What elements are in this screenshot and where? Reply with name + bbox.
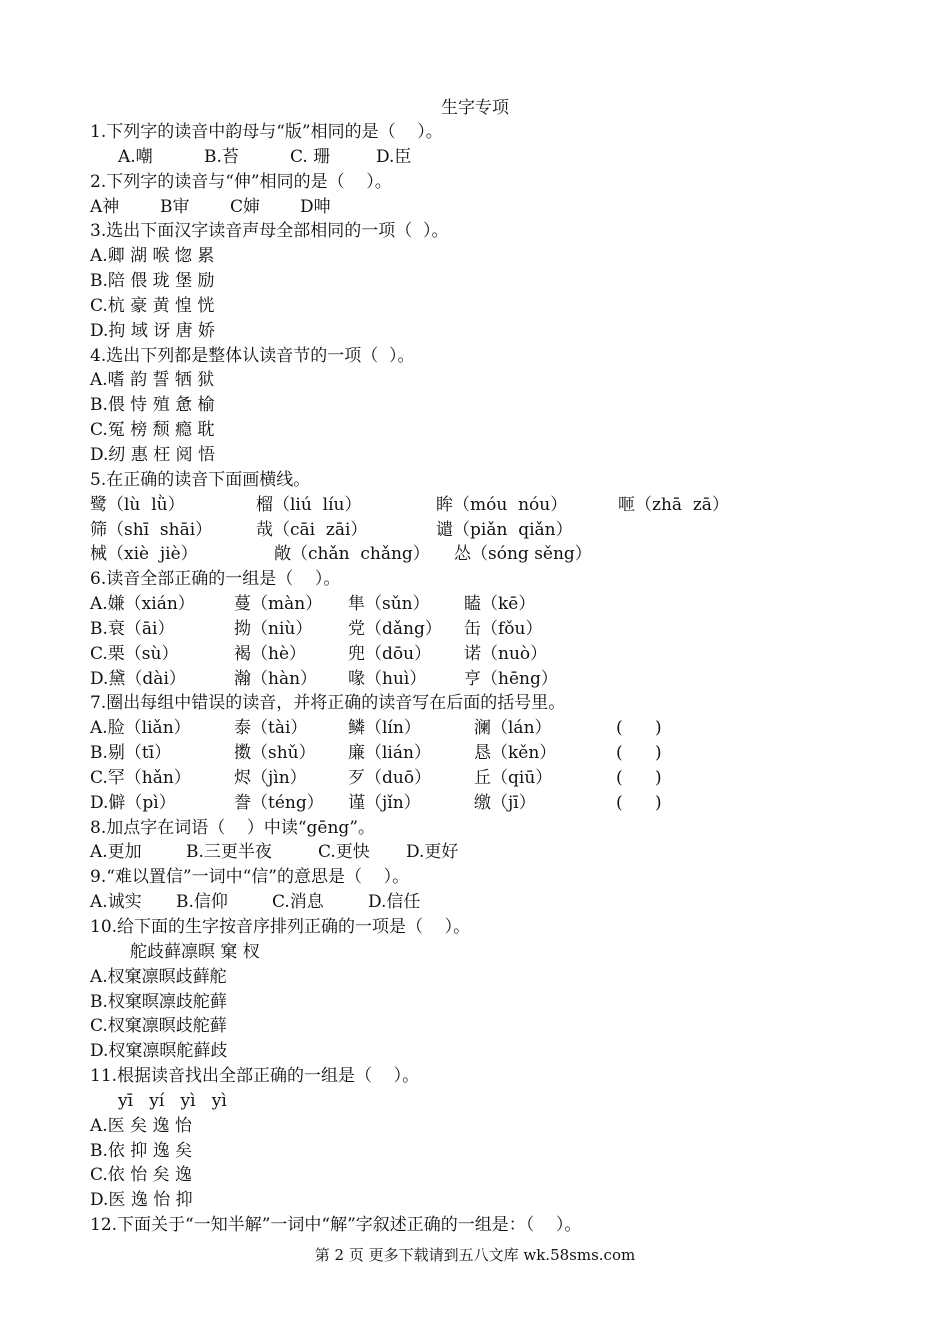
q7-option-row xyxy=(90,791,920,816)
q7-item: B.剔（tī） xyxy=(90,743,172,764)
q7-answer-blank: ( ) xyxy=(616,718,662,739)
q9-option-d: D.信任 xyxy=(368,892,421,913)
q7-item: 缴（jī） xyxy=(474,792,536,813)
q6-option-row xyxy=(90,592,920,617)
q6-item: C.栗（sù） xyxy=(90,643,179,664)
q2-option-d: D呻 xyxy=(300,196,331,217)
q6-item: B.衰（āi） xyxy=(90,618,175,639)
page-title: 生字专项 xyxy=(441,98,509,118)
q3-option-c: C.杭 豪 黄 惶 恍 xyxy=(90,295,215,316)
q1-options xyxy=(90,145,920,170)
q6-item: A.嫌（xián） xyxy=(90,594,195,615)
q6-item: 喙（huì） xyxy=(348,668,427,689)
q11-option-c: C.依 怡 矣 逸 xyxy=(90,1165,193,1186)
q7-item: 恳（kěn） xyxy=(474,743,557,764)
q7-item: C.罕（hǎn） xyxy=(90,767,191,788)
q6-item: 瞌（kē） xyxy=(464,594,536,615)
q10-option-b: B.杈窠暝凛歧舵藓 xyxy=(90,991,227,1012)
q8-option-a: A.更加 xyxy=(90,842,142,863)
q9-option-c: C.消息 xyxy=(272,892,324,913)
q11-option-b: B.依 抑 逸 矣 xyxy=(90,1140,193,1161)
q8-options xyxy=(90,840,920,865)
q6-option-row xyxy=(90,617,920,642)
q6-item: 褐（hè） xyxy=(234,643,307,664)
q6-item: 党（dǎng） xyxy=(348,618,442,639)
q3-option-a: A.卿 湖 喉 惚 累 xyxy=(90,246,215,267)
q6-item: 瀚（hàn） xyxy=(234,668,318,689)
q4-stem: 4.选出下列都是整体认读音节的一项（ ）。 xyxy=(90,345,415,366)
q6-item: 拗（niù） xyxy=(234,618,313,639)
q7-item: 鳞（lín） xyxy=(348,718,421,739)
q7-stem: 7.圈出每组中错误的读音，并将正确的读音写在后面的括号里。 xyxy=(90,693,566,714)
q6-option-row xyxy=(90,667,920,692)
q8-option-c: C.更快 xyxy=(318,842,370,863)
q1-stem: 1.下列字的读音中韵母与“版”相同的是（ ）。 xyxy=(90,122,443,142)
q5-item: 筛（shī shāi） xyxy=(90,519,213,540)
q9-options xyxy=(90,890,920,915)
q7-option-row xyxy=(90,716,920,741)
q5-item: 敞（chǎn chǎng） xyxy=(274,544,430,565)
question-list xyxy=(90,120,920,1238)
q7-item: 誊（téng） xyxy=(234,792,324,813)
q2-stem: 2.下列字的读音与“伸”相同的是（ ）。 xyxy=(90,171,392,192)
q7-answer-blank: ( ) xyxy=(616,767,662,788)
q4-option-d: D.纫 惠 枉 阅 悟 xyxy=(90,444,216,465)
q2-options xyxy=(90,195,920,220)
q7-item: D.僻（pì） xyxy=(90,792,176,813)
q2-option-b: B审 xyxy=(160,196,190,217)
q4-option-a: A.嗜 韵 誓 牺 狱 xyxy=(90,370,215,391)
q1-option-b: B.苔 xyxy=(204,146,239,167)
q2-option-a: A神 xyxy=(90,196,120,217)
q7-item: 歹（duō） xyxy=(348,767,432,788)
q5-item: 怂（sóng sěng） xyxy=(454,544,592,565)
q5-item: 咂（zhā zā） xyxy=(618,494,729,515)
q7-answer-blank: ( ) xyxy=(616,792,662,813)
q7-item: 廉（lián） xyxy=(348,743,431,764)
q6-item: 亨（hēng） xyxy=(464,668,558,689)
q11-stem: 11.根据读音找出全部正确的一组是（ ）。 xyxy=(90,1066,420,1087)
q1-option-a: A.嘲 xyxy=(118,146,153,167)
q6-item: 缶（fǒu） xyxy=(464,618,543,639)
q7-option-row xyxy=(90,766,920,791)
q5-row xyxy=(90,542,920,567)
q6-item: D.黛（dài） xyxy=(90,668,186,689)
q5-item: 榴（liú líu） xyxy=(256,494,362,515)
q7-item: 丘（qiū） xyxy=(474,767,553,788)
q11-option-a: A.医 矣 逸 怡 xyxy=(90,1115,192,1136)
q5-item: 鹭（lù lǜ） xyxy=(90,494,185,515)
q6-item: 蔓（màn） xyxy=(234,594,323,615)
q6-option-row xyxy=(90,642,920,667)
q9-option-b: B.信仰 xyxy=(176,892,228,913)
q1-option-d: D.臣 xyxy=(376,146,412,167)
q5-row xyxy=(90,493,920,518)
q6-item: 兜（dōu） xyxy=(348,643,432,664)
q7-answer-blank: ( ) xyxy=(616,743,662,764)
q6-item: 诺（nuò） xyxy=(464,643,548,664)
q3-stem: 3.选出下面汉字读音声母全部相同的一项（ ）。 xyxy=(90,221,449,242)
q3-option-d: D.拘 域 讶 唐 娇 xyxy=(90,320,216,341)
q2-option-c: C婶 xyxy=(230,196,261,217)
q7-item: 泰（tài） xyxy=(234,718,308,739)
q5-item: 哉（cāi zāi） xyxy=(256,519,368,540)
q7-item: 谨（jǐn） xyxy=(348,792,421,813)
q5-item: 械（xiè jiè） xyxy=(90,544,198,565)
q10-stem: 10.给下面的生字按音序排列正确的一项是（ ）。 xyxy=(90,917,471,937)
q10-option-a: A.杈窠凛暝歧藓舵 xyxy=(90,966,227,987)
q8-stem: 8.加点字在词语（ ）中读“gēng”。 xyxy=(90,817,375,838)
q11-pinyin: yī yí yì yì xyxy=(118,1090,227,1111)
q1-option-c: C. 珊 xyxy=(290,146,331,167)
q10-option-d: D.杈窠凛暝舵藓歧 xyxy=(90,1041,228,1062)
q10-option-c: C.杈窠凛暝歧舵藓 xyxy=(90,1016,227,1037)
q9-option-a: A.诚实 xyxy=(90,892,142,913)
q4-option-c: C.冤 榜 颓 瘾 耽 xyxy=(90,420,215,441)
q11-option-d: D.医 逸 怡 抑 xyxy=(90,1190,193,1211)
q7-item: 烬（jìn） xyxy=(234,767,307,788)
q5-item: 眸（móu nóu） xyxy=(436,494,568,515)
q5-stem: 5.在正确的读音下面画横线。 xyxy=(90,469,311,490)
q8-option-b: B.三更半夜 xyxy=(186,842,272,863)
q3-option-b: B.陪 偎 珑 堡 励 xyxy=(90,271,215,292)
q10-characters: 舵歧藓凛暝 窠 杈 xyxy=(130,941,260,962)
q7-item: 擞（shǔ） xyxy=(234,743,316,764)
q7-option-row xyxy=(90,741,920,766)
q8-option-d: D.更好 xyxy=(406,842,459,863)
q5-row xyxy=(90,518,920,543)
q5-item: 谴（piǎn qiǎn） xyxy=(436,519,573,540)
q6-stem: 6.读音全部正确的一组是（ ）。 xyxy=(90,569,341,590)
q4-option-b: B.偎 恃 殖 惫 榆 xyxy=(90,395,215,416)
q6-item: 隼（sǔn） xyxy=(348,594,430,615)
q9-stem: 9.“难以置信”一词中“信”的意思是（ ）。 xyxy=(90,867,410,888)
page-footer: 第 2 页 更多下载请到五八文库 wk.58sms.com xyxy=(314,1246,636,1264)
q12-stem: 12.下面关于“一知半解”一词中“解”字叙述正确的一组是：（ ）。 xyxy=(90,1215,582,1236)
q7-item: 澜（lán） xyxy=(474,718,552,739)
q7-item: A.脸（liǎn） xyxy=(90,718,191,739)
